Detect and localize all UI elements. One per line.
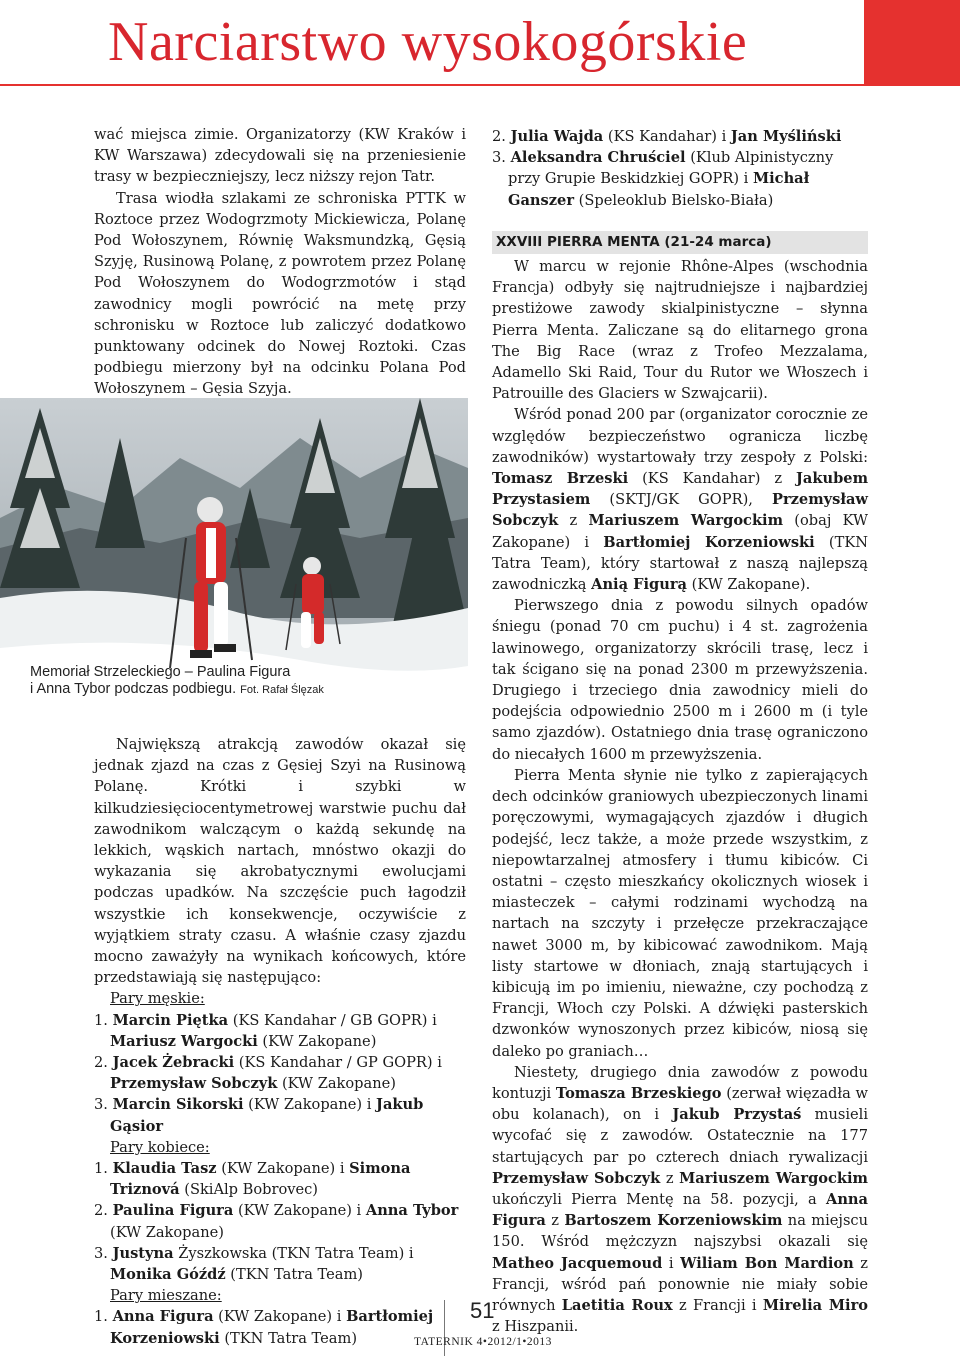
results-continued — [492, 126, 868, 211]
result-item: 2. Julia Wajda (KS Kandahar) i Jan Myśliński — [492, 128, 842, 145]
result-item: 2. Paulina Figura (KW Zakopane) i Anna Tybor (KW Zakopane) — [94, 1202, 459, 1241]
left-column-top — [94, 124, 466, 400]
section-title: Narciarstwo wysokogórskie — [108, 11, 748, 73]
result-item: 1. Marcin Piętka (KS Kandahar / GB GOPR) i Mariusz Wargocki (KW Zakopane) — [94, 1011, 437, 1050]
paragraph: Pierwszego dnia z powodu silnych opadów śniegu (ponad 70 cm puchu) i 4 st. zagrożenia lawinowego, organizatorzy skrócili trasę, lecz i tak ścigano się na ponad 2300 m przewyższenia. Drugiego i trzeciego dnia zawodnicy mieli do podejścia odpowiednio 2500 m i 2600 m (i tyle samo zjazdów). Ostatniego dnia trasę ograniczono do niecałych 1600 m przewyższenia. — [492, 597, 868, 763]
page-number: 51 — [470, 1298, 495, 1323]
paragraph: Największą atrakcją zawodów okazał się jednak zjazd na czas z Gęsiej Szyi na Rusinową Polanę. Krótki i szybki w kilkudziesięciocentymetrowej warstwie puchu dał zawodnikom walczącym o każdą sekundę na lekkich, wąskich nartach, mnóstwo okazji do wykazania się akrobatycznymi ewolucjami podczas upadków. Na szczęście puch łagodził wszystkie ich konsekwencje, oczywiście z wyjątkiem straty czasu. A właśnie czasy zjazdu mocno zaważyły na wynikach końcowych, które przedstawiają się następująco: — [94, 736, 466, 987]
results-women — [94, 1137, 466, 1285]
results-label: Pary kobiece: — [110, 1138, 210, 1156]
results-label: Pary mieszane: — [110, 1287, 222, 1305]
paragraph: Wśród ponad 200 par (organizator corocznie ze względów bezpieczeństwo ogranicza liczbę zawodników) wystartowały trzy zespoły z Polski: Tomasz Brzeski (KS Kandahar) z Jakubem Przystasiem (SKTJ/GK GOPR), Przemysław Sobczyk z Mariuszem Wargockim (obaj KW Zakopane) i Bartłomiej Korzeniowski (TKN Tatra Team), który startował z naszą najlepszą zawodniczką Anią Figurą (KW Zakopane). — [492, 406, 869, 594]
photo-caption — [30, 664, 324, 699]
result-item: 3. Aleksandra Chruściel (Klub Alpinistyczny przy Grupie Beskidzkiej GOPR) i Michał Ganszer (Speleoklub Bielsko-Biała) — [492, 149, 834, 209]
header-rule — [0, 84, 960, 86]
result-item: 1. Klaudia Tasz (KW Zakopane) i Simona Triznová (SkiAlp Bobrovec) — [94, 1160, 411, 1199]
caption-line: i Anna Tybor podczas podbiegu. Fot. Rafał Ślęzak — [30, 681, 324, 697]
paragraph: W marcu w rejonie Rhône-Alpes (wschodnia Francja) odbyły się najtrudniejsze i najbardziej prestiżowe zawody skialpinistyczne – słynna Pierra Menta. Zaliczane są do elitarnego grona The Big Race (wraz z Trofeo Mezzalama, Adamello Ski Raid, Tour du Rutor we Włoszech i Patrouille des Glaciers w Szwajcarii). — [492, 258, 868, 403]
results-label: Pary męskie: — [110, 990, 205, 1008]
paragraph: wać miejsca zimie. Organizatorzy (KW Kraków i KW Warszawa) zdecydowali się na przeniesienie trasy w bezpieczniejszy, lecz niższy rejon Tatr. — [94, 126, 466, 186]
result-item: 1. Anna Figura (KW Zakopane) i Bartłomiej Korzeniowski (TKN Tatra Team) — [94, 1308, 434, 1347]
result-item: 3. Marcin Sikorski (KW Zakopane) i Jakub Gąsior — [94, 1096, 424, 1135]
left-column-bottom — [94, 734, 466, 1349]
corner-color-block — [864, 0, 960, 86]
magazine-folio: TATERNIK 4•2012/1•2013 — [414, 1336, 552, 1348]
paragraph: Pierra Menta słynie nie tylko z zapierających dech odcinków graniowych ubezpieczonych linami poręczowymi, wymagających zjazdów i długich podejść, lecz także, a może przede wszystkim, z niepowtarzalnej atmosfery i tłumu kibiców. Ci ostatni – często mieszkańcy okolicznych wiosek i miasteczek – całymi rodzinami wychodzą na nartach na szczyty i przełęcze przekraczające nawet 3000 m, by kibicować zawodnikom. Mają listy startowe w dłoniach, znają startujących i kibicują im po imieniu, nieważne, czy pochodzą z Francji, Włoch czy Polski. A dźwięki pasterskich dzwonków wynoszonych przez kibiców, niosą się daleko po graniach… — [492, 766, 868, 1060]
paragraph: Niestety, drugiego dnia zawodów z powodu kontuzji Tomasza Brzeskiego (zerwał więzadła w obu kolanach), on i Jakub Przystaś musieli wycofać się z zawodów. Ostatecznie na 177 startujących par po czterech dniach rywalizacji Przemysław Sobczyk z Mariuszem Wargockim ukończyli Pierra Mentę na 58. pozycji, a Anna Figura z Bartoszem Korzeniowskim na miejscu 150. Wśród mężczyzn najszybsi okazali się Matheo Jacquemoud i Wiliam Bon Mardion z Francji, wśród pań ponownie nie miały sobie równych Laetitia Roux z Francji i Mirelia Miro z Hiszpanii. — [492, 1063, 869, 1336]
paragraph: Trasa wiodła szlakami ze schroniska PTTK w Roztoce przez Wodogrzmoty Mickiewicza, Polanę Pod Wołoszynem, Równię Waksmundzką, Gęsią Szyję, Rusinową Polanę, z powrotem przez Polanę Pod Wołoszynem do Wodogrzmotów i stąd zawodnicy mogli powrócić na metę przy schronisku w Roztoce lub zaliczyć dodatkowo punktowany odcinek do Nowej Roztoki. Czas podbiegu mierzony był na odcinku Polana Pod Wołoszynem – Gęsia Szyja. — [94, 189, 466, 398]
result-item: 2. Jacek Żebracki (KS Kandahar / GP GOPR) i Przemysław Sobczyk (KW Zakopane) — [94, 1054, 442, 1093]
results-men — [94, 988, 466, 1136]
section-heading: XXVIII PIERRA MENTA (21-24 marca) — [492, 231, 868, 254]
caption-line: Memoriał Strzeleckiego – Paulina Figura — [30, 664, 291, 680]
results-mixed — [94, 1285, 466, 1349]
right-column — [492, 126, 868, 1337]
photo-credit: Fot. Rafał Ślęzak — [240, 684, 324, 696]
result-item: 3. Justyna Żyszkowska (TKN Tatra Team) i Monika Góźdź (TKN Tatra Team) — [94, 1244, 414, 1284]
